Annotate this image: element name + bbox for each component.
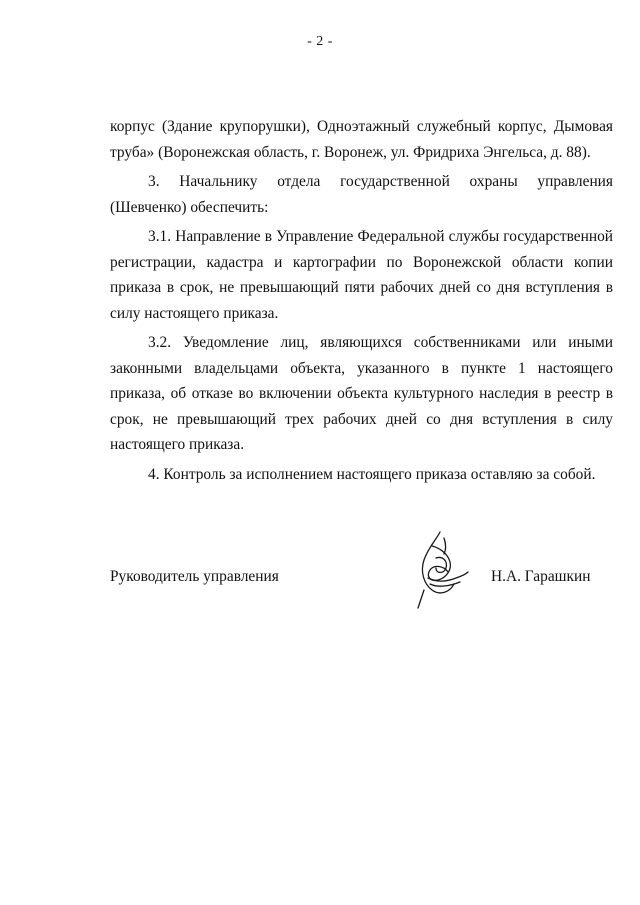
signatory-title: Руководитель управления (110, 568, 279, 585)
paragraph-continuation: корпус (Здание крупорушки), Одноэтажный служебный корпус, Дымовая труба» (Воронежская область, г. Воронеж, ул. Фридриха Энгельса, д. 88). (110, 118, 613, 161)
paragraph-item-3: 3. Начальнику отдела государственной охраны управления (Шевченко) обеспечить: (110, 173, 613, 216)
signatory-name: Н.А. Гарашкин (491, 568, 591, 585)
paragraph-item-3-1: 3.1. Направление в Управление Федеральной службы государственной регистрации, кадастра и картографии по Воронежской области копии приказа в срок, не превышающий пяти рабочих дней со дня вступления в силу настоящего приказа. (110, 228, 613, 322)
paragraph-item-4: 4. Контроль за исполнением настоящего приказа оставляю за собой. (148, 465, 596, 483)
handwritten-signature (410, 528, 472, 610)
page-number: - 2 - (307, 34, 333, 49)
paragraph-item-3-2: 3.2. Уведомление лиц, являющихся собственниками или иными законными владельцами объекта, указанного в пункте 1 настоящего приказа, об отказе во включении объекта культурного наследия в реестр в срок, не превышающий трех рабочих дней со дня вступления в силу настоящего приказа. (110, 334, 613, 453)
signature-block (110, 528, 613, 618)
document-body (110, 114, 613, 491)
